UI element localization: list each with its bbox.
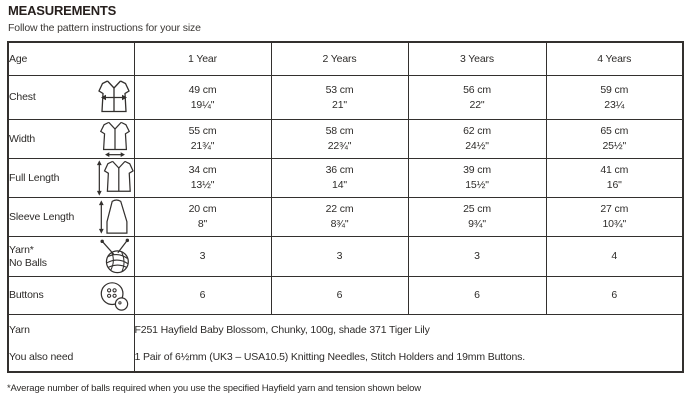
measurements-table [7,41,684,373]
full-length-value-1year: 34 cm 13½" [134,159,271,198]
chest-value-1year: 49 cm 19¼" [134,76,271,120]
yarn-balls-label-cell [8,237,134,277]
chest-label: Chest [9,91,36,103]
yarn-ball-needles-icon [96,238,134,276]
sleeve-length-row [8,198,683,237]
buttons-icon [98,280,130,312]
yarn-balls-value-3years: 3 [408,237,546,277]
chest-row [8,76,683,120]
width-value-3years: 62 cm 24½" [408,120,546,159]
sleeve-length-label: Sleeve Length [9,210,75,223]
age-label: Age [9,53,28,65]
full-length-value-2years: 36 cm 14" [271,159,408,198]
yarn-balls-label: Yarn* No Balls [9,243,47,269]
sleeve-length-value-3years: 25 cm 9¾" [408,198,546,237]
chest-value-3years: 56 cm 22" [408,76,546,120]
full-length-label-cell [8,159,134,198]
buttons-value-3years: 6 [408,277,546,315]
width-value-1year: 55 cm 21¾" [134,120,271,159]
yarn-balls-row [8,237,683,277]
footnote: *Average number of balls required when you use the specified Hayfield yarn and tension shown below [7,383,421,394]
width-label-cell [8,120,134,159]
sleeve-length-value-4years: 27 cm 10¾" [546,198,683,237]
full-length-value-3years: 39 cm 15½" [408,159,546,198]
sleeve-length-label-cell [8,198,134,237]
yarn-balls-value-2years: 3 [271,237,408,277]
chest-label-cell [8,76,134,120]
age-label-cell [8,42,134,76]
buttons-value-4years: 6 [546,277,683,315]
you-also-need-label: You also need [9,350,74,363]
full-length-value-4years: 41 cm 16" [546,159,683,198]
cardigan-length-arrow-icon [96,159,134,197]
width-value-4years: 65 cm 25½" [546,120,683,159]
width-row [8,120,683,159]
page-title: MEASUREMENTS [8,3,117,18]
cardigan-chest-arrow-icon [94,78,134,118]
yarn-info-label-cell [8,315,134,373]
sleeve-length-value-2years: 22 cm 8¾" [271,198,408,237]
chest-value-2years: 53 cm 21" [271,76,408,120]
width-label: Width [9,132,36,145]
yarn-balls-value-4years: 4 [546,237,683,277]
yarn-info-label: Yarn [9,323,30,336]
buttons-label: Buttons [9,289,44,301]
size-header-4years: 4 Years [546,42,683,76]
yarn-balls-value-1year: 3 [134,237,271,277]
size-header-1year: 1 Year [134,42,271,76]
yarn-spec-text: F251 Hayfield Baby Blossom, Chunky, 100g, shade 371 Tiger Lily [134,323,430,336]
buttons-value-1year: 6 [134,277,271,315]
sleeve-length-arrow-icon [98,198,134,236]
yarn-info-row [8,315,683,373]
full-length-row [8,159,683,198]
age-header-row [8,42,683,76]
full-length-label: Full Length [9,171,60,184]
you-also-need-text: 1 Pair of 6½mm (UK3 – USA10.5) Knitting Needles, Stitch Holders and 19mm Buttons. [134,350,526,363]
size-header-3years: 3 Years [408,42,546,76]
buttons-value-2years: 6 [271,277,408,315]
chest-value-4years: 59 cm 23¼ [546,76,683,120]
size-header-2years: 2 Years [271,42,408,76]
sleeve-length-value-1year: 20 cm 8" [134,198,271,237]
page-subtitle: Follow the pattern instructions for your size [8,22,201,34]
width-value-2years: 58 cm 22¾" [271,120,408,159]
buttons-label-cell [8,277,134,315]
yarn-info-text-cell [134,315,683,373]
buttons-row [8,277,683,315]
cardigan-hem-arrow-icon [96,120,134,158]
